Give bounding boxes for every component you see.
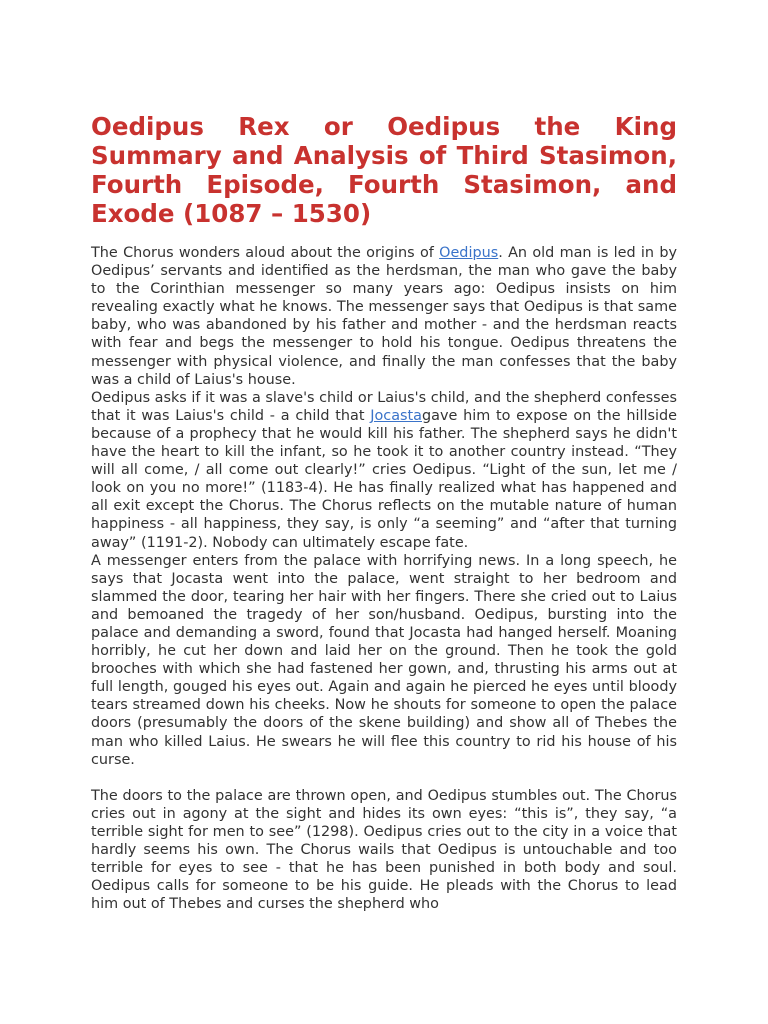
paragraph-4: The doors to the palace are thrown open, and Oedipus stumbles out. The Chorus cries out in agony at the sight and hides its own eyes: “this is”, they say, “a terrible sight for men to see” (1298). Oedipus cries out to the city in a voice that hardly seems his own. The Chorus wails that Oedipus is untouchable and too terrible for eyes to see - that he has been punished in both body and soul. Oedipus calls for someone to be his guide. He pleads with the Chorus to lead him out of Thebes and curses the shepherd who <box>91 787 677 913</box>
paragraph-2-text-before: Oedipus asks if it was a slave's child or Laius's child, and the shepherd confesses that it was Laius's child - a child that <box>91 389 677 424</box>
paragraph-2 <box>91 389 677 552</box>
oedipus-link[interactable]: Oedipus <box>439 245 499 261</box>
paragraph-3: A messenger enters from the palace with horrifying news. In a long speech, he says that Jocasta went into the palace, went straight to her bedroom and slammed the door, tearing her hair with her fingers. There she cried out to Laius and bemoaned the tragedy of her son/husband. Oedipus, bursting into the palace and demanding a sword, found that Jocasta had hanged herself. Moaning horribly, he cut her down and laid her on the ground. Then he took the gold brooches with which she had fastened her gown, and, thrusting his arms out at full length, gouged his eyes out. Again and again he pierced he eyes until bloody tears streamed down his cheeks. Now he shouts for someone to open the palace doors (presumably the doors of the skene building) and show all of Thebes the man who killed Laius. He swears he will flee this country to rid his house of his curse. <box>91 552 677 768</box>
paragraph-1-text-before: The Chorus wonders aloud about the origins of <box>91 245 440 261</box>
paragraph-1 <box>91 244 677 389</box>
page-title: Oedipus Rex or Oedipus the King Summary and Analysis of Third Stasimon, Fourth Episode, Fourth Stasimon, and Exode (1087 – 1530) <box>91 112 677 228</box>
paragraph-2-text-after: gave him to expose on the hillside because of a prophecy that he would kill his father. The shepherd says he didn't have the heart to kill the infant, so he took it to another country instead. “They will all come, / all come out clearly!” cries Oedipus. “Light of the sun, let me / look on you no more!” (1183-4). He has finally realized what has happened and all exit except the Chorus. The Chorus reflects on the mutable nature of human happiness - all happiness, they say, is only “a seeming” and “after that turning away” (1191-2). Nobody can ultimately escape fate. <box>91 407 678 551</box>
paragraph-1-text-after: . An old man is led in by Oedipus’ servants and identified as the herdsman, the man who gave the baby to the Corinthian messenger so many years ago: Oedipus insists on him revealing exactly what he knows. The messenger says that Oedipus is that same baby, who was abandoned by his father and mother - and the herdsman reacts with fear and begs the messenger to hold his tongue. Oedipus threatens the messenger with physical violence, and finally the man confesses that the baby was a child of Laius's house. <box>91 245 677 388</box>
jocasta-link[interactable]: Jocasta <box>370 407 422 424</box>
article-body <box>91 244 677 913</box>
